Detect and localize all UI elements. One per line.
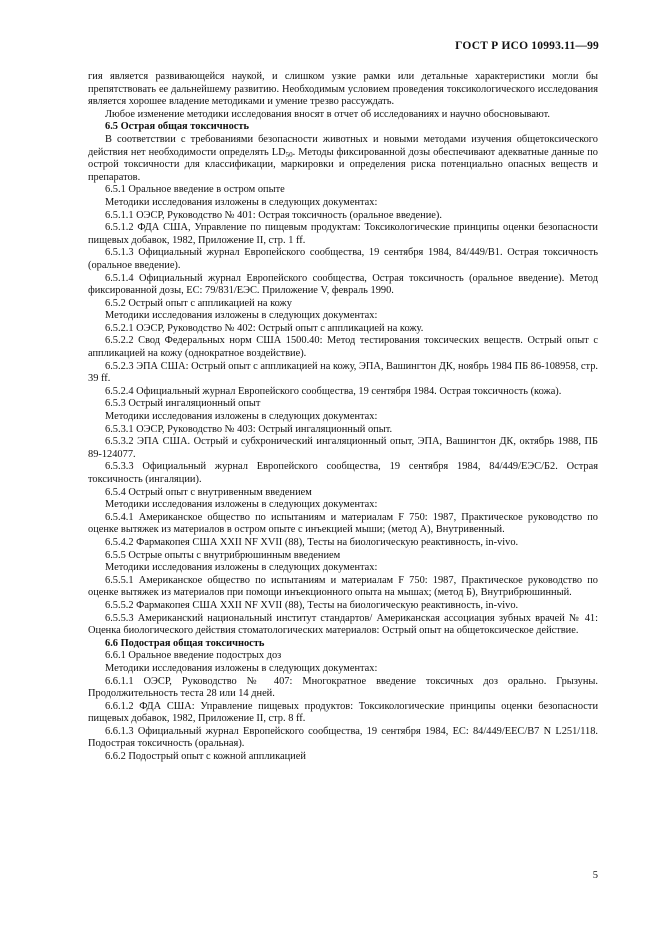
paragraph-text: 6.5.3.1 ОЭСР, Руководство № 403: Острый ингаляционный опыт. <box>105 423 393 435</box>
paragraph <box>88 613 598 638</box>
paragraph <box>88 751 598 764</box>
paragraph <box>88 71 598 109</box>
paragraph <box>88 562 598 575</box>
paragraph-text: 6.5.2.4 Официальный журнал Европейского сообщества, 19 сентября 1984. Острая токсичность (кожа). <box>105 385 562 397</box>
paragraph <box>88 726 598 751</box>
paragraph <box>88 550 598 563</box>
paragraph <box>88 512 598 537</box>
paragraph <box>88 487 598 500</box>
subscript: 50 <box>285 150 293 159</box>
paragraph <box>88 134 598 184</box>
paragraph <box>88 335 598 360</box>
paragraph <box>88 436 598 461</box>
paragraph-text: 6.5.1.2 ФДА США, Управление по пищевым продуктам: Токсикологические принципы оценки безопасности пищевых добавок, 1982, Приложение II, стр. 1 ff. <box>88 222 598 246</box>
paragraph-text: 6.6.1.3 Официальный журнал Европейского сообщества, 19 сентября 1984, ЕС: 84/449/ЕЕС/В7 N L251/118. Подострая токсичность (оральная). <box>88 725 598 750</box>
paragraph <box>88 537 598 550</box>
paragraph-text: Методики исследования изложены в следующих документах: <box>105 499 378 511</box>
paragraph-text: Методики исследования изложены в следующих документах: <box>105 196 378 208</box>
paragraph <box>88 197 598 210</box>
paragraph-text: гия является развивающейся наукой, и слишком узкие рамки или детальные характеристики могли бы препятствовать ее дальнейшему развитию. Необходимым условием проведения токсикологического исследования является хорошее владение методиками и умение трезво рассуждать. <box>88 71 598 108</box>
paragraph-text: 6.5.1.1 ОЭСР, Руководство № 401: Острая токсичность (оральное введение). <box>105 209 442 221</box>
paragraph-text: 6.5.2 Острый опыт с аппликацией на кожу <box>105 297 292 309</box>
paragraph-text: Методики исследования изложены в следующих документах: <box>105 310 378 322</box>
document-body <box>88 71 598 764</box>
paragraph <box>88 273 598 298</box>
section-heading <box>88 638 598 651</box>
paragraph-text: 6.5.5.3 Американский национальный институт стандартов/ Американская ассоциация зубных врачей № 41: Оценка биологического действия стоматологических материалов: Острый опыт на общетоксическое действие. <box>88 612 598 637</box>
paragraph <box>88 210 598 223</box>
paragraph <box>88 499 598 512</box>
paragraph <box>88 411 598 424</box>
paragraph <box>88 109 598 122</box>
paragraph <box>88 650 598 663</box>
paragraph <box>88 424 598 437</box>
paragraph <box>88 298 598 311</box>
paragraph-text: Любое изменение методики исследования вносят в отчет об исследованиях и научно обосновывают. <box>105 108 550 120</box>
paragraph <box>88 398 598 411</box>
paragraph-text: 6.5.4.1 Американское общество по испытаниям и материалам F 750: 1987, Практическое руководство по оценке вытяжек из материалов в остром опыте с инъекцией мыши; (метод А), Внутривенный. <box>88 511 598 536</box>
paragraph <box>88 575 598 600</box>
paragraph <box>88 323 598 336</box>
paragraph-text: Методики исследования изложены в следующих документах: <box>105 411 378 423</box>
page-number: 5 <box>592 870 598 881</box>
paragraph-text: 6.5.4 Острый опыт с внутривенным введением <box>105 486 312 498</box>
paragraph-text: 6.5.2.2 Свод Федеральных норм США 1500.40: Метод тестирования токсических веществ. Острый опыт с аппликацией на кожу (однократное воздействие). <box>88 335 598 360</box>
paragraph <box>88 361 598 386</box>
paragraph <box>88 663 598 676</box>
paragraph-text: Методики исследования изложены в следующих документах: <box>105 662 378 674</box>
paragraph-text: 6.5.1.4 Официальный журнал Европейского сообщества, Острая токсичность (оральное введение). Метод фиксированной дозы, ЕС: 79/831/ЕЭС. Приложение V, февраль 1990. <box>88 272 598 297</box>
paragraph-text: 6.5.5 Острые опыты с внутрибрюшинным введением <box>105 549 341 561</box>
paragraph <box>88 701 598 726</box>
paragraph-text: 6.5.2.3 ЭПА США: Острый опыт с аппликацией на кожу, ЭПА, Вашингтон ДК, ноябрь 1984 ПБ 86-108958, стр. 39 ff. <box>88 360 598 385</box>
paragraph-text: 6.5.3 Острый ингаляционный опыт <box>105 398 261 410</box>
paragraph <box>88 247 598 272</box>
paragraph-text: 6.6.1.2 ФДА США: Управление пищевых продуктов: Токсикологические принципы оценки безопасности пищевых добавок, 1982, Приложение II, стр. 8 ff. <box>88 700 598 725</box>
paragraph-text: 6.5.4.2 Фармакопея США XXII NF XVII (88), Тесты на биологическую реактивность, in-vivo. <box>105 536 519 548</box>
paragraph-text: 6.5.5.1 Американское общество по испытаниям и материалам F 750: 1987, Практическое руководство по оценке вытяжек из материалов при помощи инъекционного опыта на мышах; (метод Б), Внутрибрюшинный. <box>88 574 598 599</box>
paragraph-text: В соответствии с требованиями безопасности животных и новыми методами изучения общетоксического действия нет необходимости определять LD <box>88 133 598 158</box>
paragraph-text-continued: . Методы фиксированной дозы обеспечивают адекватные данные по острой токсичности для классификации, маркировки и определения риска потенциально опасных веществ и препаратов. <box>88 146 598 183</box>
document-header: ГОСТ Р ИСО 10993.11—99 <box>455 40 599 52</box>
paragraph-text: 6.5.3.3 Официальный журнал Европейского сообщества, 19 сентября 1984, 84/449/ЕЭС/Б2. Острая токсичность (ингаляции). <box>88 461 598 485</box>
paragraph-text: 6.6.1.1 ОЭСР, Руководство № 407: Многократное введение токсичных доз орально. Грызуны. Продолжительность теста 28 или 14 дней. <box>88 675 598 700</box>
paragraph-text: 6.5.3.2 ЭПА США. Острый и субхронический ингаляционный опыт, ЭПА, Вашингтон ДК, октябрь 1988, ПБ 89-124077. <box>88 436 598 460</box>
paragraph <box>88 184 598 197</box>
paragraph <box>88 222 598 247</box>
paragraph <box>88 600 598 613</box>
paragraph-text: 6.5.1.3 Официальный журнал Европейского сообщества, 19 сентября 1984, 84/449/B1. Острая токсичность (оральное введение). <box>88 247 598 271</box>
paragraph-text: 6.5.1 Оральное введение в остром опыте <box>105 184 285 196</box>
paragraph-text: 6.5.2.1 ОЭСР, Руководство № 402: Острый опыт с аппликацией на кожу. <box>105 322 424 334</box>
paragraph <box>88 386 598 399</box>
paragraph-text: 6.5 Острая общая токсичность <box>105 121 250 133</box>
paragraph-text: 6.6.2 Подострый опыт с кожной аппликацией <box>105 751 306 763</box>
paragraph <box>88 676 598 701</box>
section-heading <box>88 121 598 134</box>
paragraph <box>88 461 598 486</box>
paragraph-text: 6.5.5.2 Фармакопея США XXII NF XVII (88), Тесты на биологическую реактивность, in-vivo. <box>105 599 519 611</box>
paragraph-text: 6.6 Подострая общая токсичность <box>105 637 265 649</box>
paragraph-text: Методики исследования изложены в следующих документах: <box>105 562 378 574</box>
paragraph <box>88 310 598 323</box>
paragraph-text: 6.6.1 Оральное введение подострых доз <box>105 650 282 662</box>
